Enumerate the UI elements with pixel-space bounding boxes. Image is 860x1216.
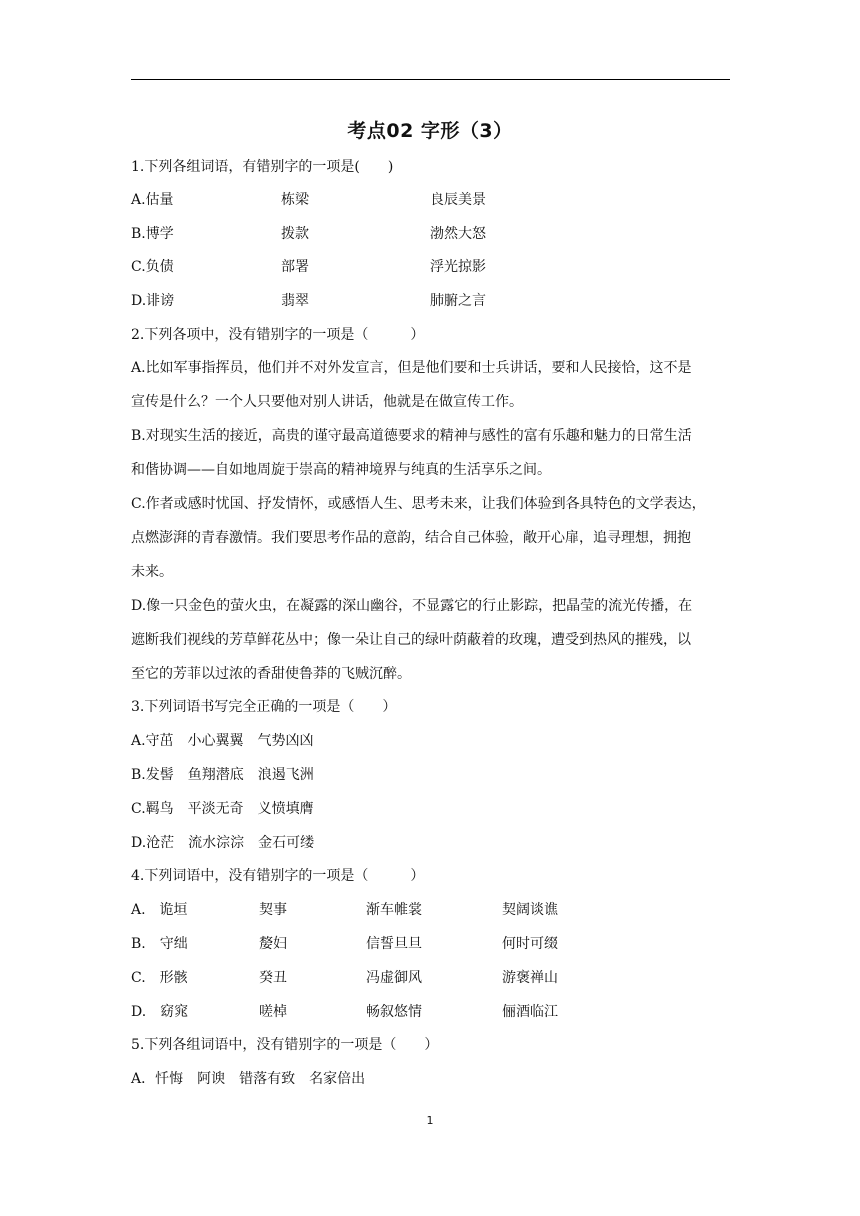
q5-option-a: A．忏悔 阿谀 错落有致 名家倍出	[131, 1071, 366, 1087]
q4-option-d-word4: 俪酒临江	[502, 1004, 558, 1020]
q4-option-a-word3: 渐车帷裳	[366, 902, 422, 918]
q1-option-c-word1: C.负债	[131, 259, 174, 275]
q4-option-c-word2: 癸丑	[259, 970, 287, 986]
q3-option-d: D.沧茫 流水淙淙 金石可缕	[131, 835, 315, 851]
question-3-stem: 3.下列词语书写完全正确的一项是（ ）	[131, 699, 397, 715]
q1-option-a-word2: 栋梁	[281, 192, 309, 208]
q2-line: B.对现实生活的接近，高贵的谨守最高道德要求的精神与感性的富有乐趣和魅力的日常生活	[131, 428, 692, 444]
question-1-stem: 1.下列各组词语，有错别字的一项是( )	[131, 159, 394, 175]
q4-option-c-word4: 游褒禅山	[502, 970, 558, 986]
q1-option-d-word1: D.诽谤	[131, 293, 175, 309]
q2-line: 宣传是什么？一个人只要他对别人讲话，他就是在做宣传工作。	[131, 394, 523, 410]
q4-option-b-word1: B. 守绌	[131, 936, 188, 952]
q4-option-b-word2: 嫠妇	[259, 936, 287, 952]
question-2-stem: 2.下列各项中，没有错别字的一项是（ ）	[131, 327, 425, 343]
q1-option-a-word3: 良辰美景	[430, 192, 486, 208]
q4-option-a-word1: A. 诡垣	[131, 902, 188, 918]
q4-option-d-word1: D. 窈窕	[131, 1004, 189, 1020]
q1-option-b-word3: 渤然大怒	[430, 226, 486, 242]
q4-option-b-word3: 信誓旦旦	[366, 936, 422, 952]
question-5-stem: 5.下列各组词语中，没有错别字的一项是（ ）	[131, 1037, 439, 1053]
question-4-stem: 4.下列词语中，没有错别字的一项是（ ）	[131, 868, 425, 884]
q2-line: 遮断我们视线的芳草鲜花丛中；像一朵让自己的绿叶荫蔽着的玫瑰，遭受到热风的摧残，以	[131, 632, 691, 648]
q4-option-d-word3: 畅叙悠情	[366, 1004, 422, 1020]
q1-option-d-word3: 肺腑之言	[430, 293, 486, 309]
page-number: 1	[426, 1114, 434, 1127]
q4-option-a-word4: 契阔谈谯	[502, 902, 558, 918]
q4-option-a-word2: 契事	[259, 902, 287, 918]
q4-option-c-word3: 冯虚御风	[366, 970, 422, 986]
q1-option-b-word1: B.博学	[131, 226, 174, 242]
q1-option-c-word3: 浮光掠影	[430, 259, 486, 275]
q1-option-d-word2: 翡翠	[281, 293, 309, 309]
q4-option-c-word1: C. 形骸	[131, 970, 188, 986]
q3-option-c: C.羁鸟 平淡无奇 义愤填膺	[131, 801, 314, 817]
header-rule	[131, 79, 730, 80]
q1-option-b-word2: 拨款	[281, 226, 309, 242]
q2-line: A.比如军事指挥员，他们并不对外发宣言，但是他们要和士兵讲话，要和人民接恰，这不是	[131, 360, 692, 376]
q2-line: 点燃澎湃的青春激情。我们要思考作品的意韵，结合自己体验，敞开心扉，追寻理想，拥抱	[131, 530, 691, 546]
q3-option-b: B.发髻 鱼翔潜底 浪遏飞洲	[131, 767, 314, 783]
q2-line: 至它的芳菲以过浓的香甜使鲁莽的飞贼沉醉。	[131, 666, 411, 682]
q2-line: D.像一只金色的萤火虫，在凝露的深山幽谷，不显露它的行止影踪，把晶莹的流光传播，在	[131, 598, 693, 614]
page-title: 考点02 字形（3）	[347, 120, 513, 142]
q1-option-c-word2: 部署	[281, 259, 309, 275]
q2-line: C.作者或感时忧国、抒发情怀，或感悟人生、思考未来，让我们体验到各具特色的文学表达，	[131, 496, 706, 512]
q4-option-b-word4: 何时可缀	[502, 936, 558, 952]
q1-option-a-word1: A.估量	[131, 192, 174, 208]
q3-option-a: A.守茁 小心翼翼 气势凶凶	[131, 733, 314, 749]
q2-line: 未来。	[131, 564, 173, 580]
q4-option-d-word2: 嗟棹	[259, 1004, 287, 1020]
q2-line: 和偕协调——自如地周旋于崇高的精神境界与纯真的生活享乐之间。	[131, 462, 551, 478]
